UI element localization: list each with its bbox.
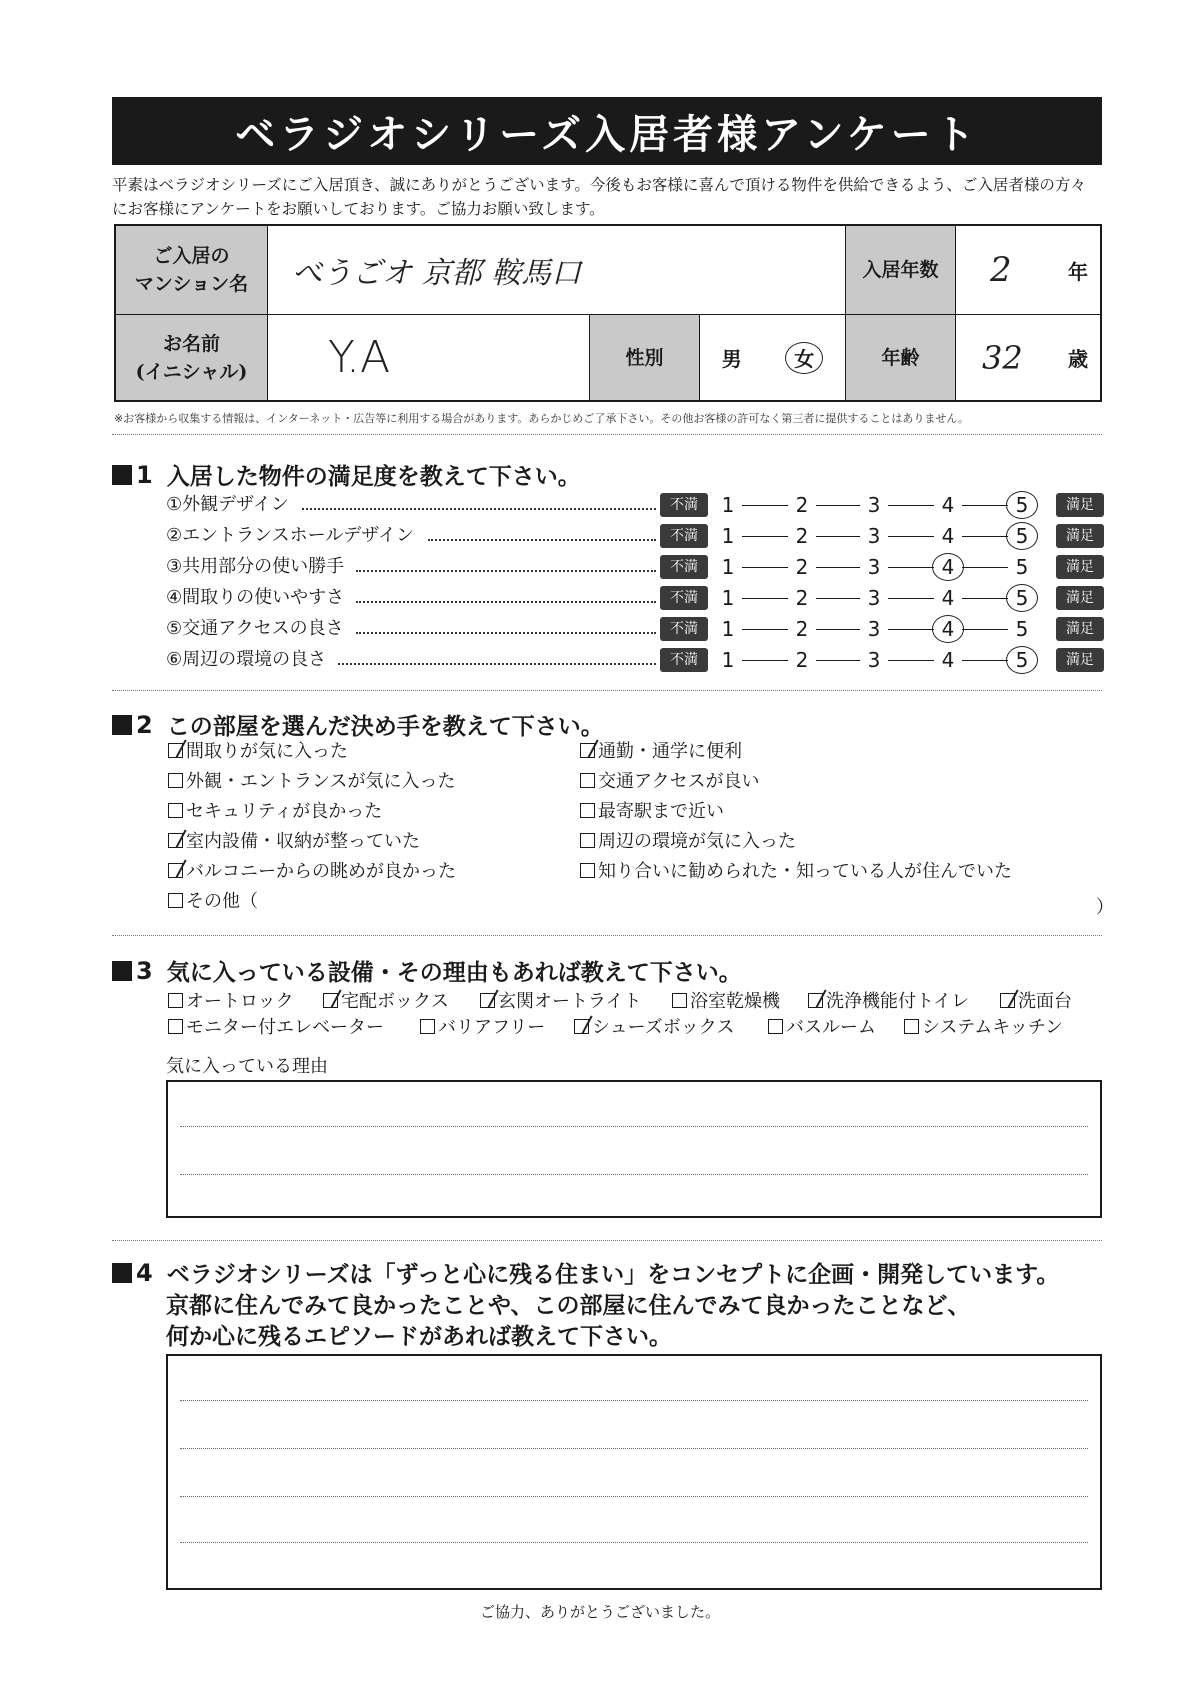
scale-option[interactable]: 1 (721, 586, 735, 610)
checkbox-icon[interactable] (323, 993, 338, 1008)
checkbox-item[interactable] (168, 858, 456, 886)
checkbox-icon[interactable] (168, 773, 183, 788)
scale-option[interactable]: 4 (941, 586, 955, 610)
checkbox-icon[interactable] (574, 1019, 589, 1034)
scale-option[interactable]: 4 (941, 524, 955, 548)
checkbox-label: 通勤・通学に便利 (598, 741, 742, 762)
scale-option[interactable]: 1 (721, 617, 735, 641)
checkbox-icon[interactable] (168, 893, 183, 908)
other-close-paren: ） (1096, 897, 1114, 918)
checkbox-icon[interactable] (672, 993, 687, 1008)
scale-option[interactable]: 2 (795, 586, 809, 610)
square-bullet-icon (112, 1263, 132, 1283)
scale-connector (962, 629, 1008, 630)
years-field[interactable] (956, 226, 1102, 315)
leader-dots (338, 663, 656, 665)
checkbox-icon[interactable] (480, 993, 495, 1008)
name-label: お名前 (イニシャル) (116, 315, 268, 400)
gender-field[interactable] (700, 315, 846, 400)
checkbox-item[interactable] (168, 888, 258, 916)
checkbox-item[interactable] (168, 828, 420, 856)
checkbox-item[interactable] (580, 738, 742, 766)
scale-option[interactable]: 2 (795, 648, 809, 672)
checkbox-icon[interactable] (808, 993, 823, 1008)
scale-option[interactable]: 5 (1015, 617, 1029, 641)
section-2-heading: 2 この部屋を選んだ決め手を教えて下さい。 (112, 708, 604, 741)
scale-option[interactable]: 4 (941, 617, 955, 641)
divider (112, 935, 1102, 936)
rating-label: ④間取りの使いやすさ (166, 587, 345, 608)
rating-label: ③共用部分の使い勝手 (166, 556, 345, 577)
answer-line (180, 1542, 1088, 1543)
episode-answer-box[interactable] (166, 1354, 1102, 1590)
checkbox-label: バスルーム (786, 1017, 876, 1038)
checkbox-item[interactable] (808, 988, 969, 1016)
checkbox-label: バリアフリー (438, 1017, 546, 1038)
checkbox-icon[interactable] (168, 1019, 183, 1034)
selected-circle-icon (1006, 646, 1038, 674)
section-4-line-3: 何か心に残るエピソードがあれば教えて下さい。 (166, 1323, 672, 1350)
scale-option[interactable]: 5 (1015, 648, 1029, 672)
gender-option-female[interactable]: 女 (785, 342, 823, 374)
checkbox-label: 浴室乾燥機 (690, 991, 780, 1012)
age-unit: 歳 (1068, 347, 1088, 371)
answer-line (180, 1126, 1088, 1127)
satisfied-tag: 満足 (1056, 555, 1104, 579)
scale-option[interactable]: 4 (941, 555, 955, 579)
checkbox-icon[interactable] (580, 863, 595, 878)
scale-connector (816, 629, 860, 630)
checkbox-item[interactable] (168, 768, 455, 796)
checkbox-icon[interactable] (580, 833, 595, 848)
privacy-notice: ※お客様から収集する情報は、インターネット・広告等に利用する場合があります。あらかじめご了承下さい。その他お客様の許可なく第三者に提供することはありません。 (114, 412, 970, 425)
checkbox-label: セキュリティが良かった (186, 801, 383, 822)
rating-row (166, 552, 1106, 582)
checkbox-icon[interactable] (1000, 993, 1015, 1008)
satisfied-tag: 満足 (1056, 617, 1104, 641)
checkbox-item[interactable] (480, 988, 641, 1016)
answer-line (180, 1400, 1088, 1401)
checkbox-label: 間取りが気に入った (186, 741, 348, 762)
selected-circle-icon (1006, 491, 1038, 519)
rating-row (166, 490, 1106, 520)
scale-option[interactable]: 2 (795, 493, 809, 517)
checkbox-label: 周辺の環境が気に入った (598, 831, 796, 852)
checkbox-item[interactable] (168, 1014, 384, 1042)
gender-label: 性別 (590, 315, 700, 400)
square-bullet-icon (112, 465, 132, 485)
checkbox-label: オートロック (186, 991, 294, 1012)
checkbox-label: モニター付エレベーター (186, 1017, 384, 1038)
scale-option[interactable]: 2 (795, 555, 809, 579)
checkbox-item[interactable] (168, 738, 348, 766)
checkbox-icon[interactable] (768, 1019, 783, 1034)
answer-line (180, 1448, 1088, 1449)
section-1-heading: 1 入居した物件の満足度を教えて下さい。 (112, 458, 581, 491)
scale-option[interactable]: 1 (721, 648, 735, 672)
divider (112, 1240, 1102, 1241)
satisfied-tag: 満足 (1056, 586, 1104, 610)
dissatisfied-tag: 不満 (660, 555, 708, 579)
leader-dots (302, 508, 656, 510)
rating-label: ②エントランスホールデザイン (166, 525, 414, 546)
checkbox-item[interactable] (168, 798, 382, 826)
scale-connector (888, 505, 934, 506)
scale-connector (816, 598, 860, 599)
scale-connector (742, 598, 788, 599)
satisfied-tag: 満足 (1056, 493, 1104, 517)
scale-option[interactable]: 5 (1015, 555, 1029, 579)
scale-option[interactable]: 3 (867, 493, 881, 517)
leader-dots (356, 632, 656, 634)
checkbox-item[interactable] (580, 798, 724, 826)
checkbox-label: 交通アクセスが良い (598, 771, 760, 792)
checkbox-label: シューズボックス (592, 1017, 735, 1038)
square-bullet-icon (112, 961, 132, 981)
checkbox-item[interactable] (168, 988, 294, 1016)
scale-connector (888, 660, 934, 661)
rating-label: ①外観デザイン (166, 494, 289, 515)
scale-option[interactable]: 1 (721, 493, 735, 517)
satisfied-tag: 満足 (1056, 524, 1104, 548)
scale-connector (888, 567, 934, 568)
dissatisfied-tag: 不満 (660, 493, 708, 517)
checkbox-icon[interactable] (904, 1019, 919, 1034)
selected-circle-icon (932, 553, 964, 581)
scale-option[interactable]: 3 (867, 648, 881, 672)
scale-option[interactable]: 5 (1015, 493, 1029, 517)
leader-dots (356, 570, 656, 572)
mansion-name-field[interactable]: べうごオ 京都 鞍馬口 (268, 226, 846, 315)
age-value: 32 (982, 338, 1023, 377)
checkbox-item[interactable] (580, 858, 1012, 886)
scale-option[interactable]: 2 (795, 617, 809, 641)
checkbox-label: バルコニーからの眺めが良かった (186, 861, 456, 882)
checkbox-icon[interactable] (420, 1019, 435, 1034)
years-value: 2 (990, 250, 1012, 290)
checkbox-item[interactable] (1000, 988, 1072, 1016)
scale-option[interactable]: 5 (1015, 586, 1029, 610)
checkbox-label: 洗面台 (1018, 991, 1072, 1012)
checkbox-item[interactable] (420, 1014, 545, 1042)
checkbox-item[interactable] (672, 988, 780, 1016)
checkbox-icon[interactable] (580, 773, 595, 788)
scale-option[interactable]: 1 (721, 524, 735, 548)
scale-connector (962, 536, 1008, 537)
scale-option[interactable]: 3 (867, 524, 881, 548)
scale-connector (816, 505, 860, 506)
checkbox-item[interactable] (323, 988, 449, 1016)
scale-connector (742, 505, 788, 506)
scale-connector (888, 536, 934, 537)
page-title: ベラジオシリーズ入居者様アンケート (112, 97, 1102, 165)
dissatisfied-tag: 不満 (660, 586, 708, 610)
scale-connector (816, 660, 860, 661)
scale-option[interactable]: 3 (867, 617, 881, 641)
checkbox-icon[interactable] (168, 993, 183, 1008)
selected-circle-icon (1006, 522, 1038, 550)
checkbox-label: 洗浄機能付トイレ (826, 991, 970, 1012)
scale-option[interactable]: 2 (795, 524, 809, 548)
scale-connector (962, 505, 1008, 506)
checkbox-label: 最寄駅まで近い (598, 801, 724, 822)
checkbox-label: その他（ (186, 891, 258, 912)
divider (112, 690, 1102, 691)
rating-row (166, 645, 1106, 675)
rating-label: ⑤交通アクセスの良さ (166, 618, 344, 639)
checkbox-item[interactable] (580, 828, 796, 856)
selected-circle-icon (932, 615, 964, 643)
satisfied-tag: 満足 (1056, 648, 1104, 672)
checkbox-icon[interactable] (168, 863, 183, 878)
scale-option[interactable]: 4 (941, 493, 955, 517)
checkbox-label: 室内設備・収納が整っていた (186, 831, 420, 852)
scale-connector (962, 567, 1008, 568)
answer-line (180, 1496, 1088, 1497)
rating-row (166, 521, 1106, 551)
answer-line (180, 1174, 1088, 1175)
leader-dots (356, 601, 656, 603)
scale-connector (742, 660, 788, 661)
checkbox-item[interactable] (580, 768, 759, 796)
checkbox-icon[interactable] (168, 833, 183, 848)
checkbox-icon[interactable] (580, 743, 595, 758)
dissatisfied-tag: 不満 (660, 617, 708, 641)
scale-connector (816, 536, 860, 537)
dissatisfied-tag: 不満 (660, 648, 708, 672)
square-bullet-icon (112, 715, 132, 735)
reason-label: 気に入っている理由 (166, 1056, 328, 1077)
thank-you-footer: ご協力、ありがとうございました。 (479, 1603, 720, 1621)
scale-connector (816, 567, 860, 568)
age-field[interactable] (956, 315, 1102, 400)
checkbox-icon[interactable] (168, 743, 183, 758)
checkbox-item[interactable] (904, 1014, 1063, 1042)
checkbox-label: 知り合いに勧められた・知っている人が住んでいた (598, 861, 1012, 882)
section-4-heading: 4 ベラジオシリーズは「ずっと心に残る住まい」をコンセプトに企画・開発しています。 (112, 1256, 1059, 1289)
checkbox-icon[interactable] (168, 803, 183, 818)
section-4-line-2: 京都に住んでみて良かったことや、この部屋に住んでみて良かったことなど、 (166, 1292, 971, 1319)
scale-option[interactable]: 3 (867, 586, 881, 610)
scale-option[interactable]: 4 (941, 648, 955, 672)
divider (112, 434, 1102, 435)
age-label: 年齢 (846, 315, 956, 400)
scale-connector (888, 629, 934, 630)
years-unit: 年 (1068, 259, 1088, 284)
rating-row (166, 614, 1106, 644)
rating-label: ⑥周辺の環境の良さ (166, 649, 327, 670)
scale-connector (962, 660, 1008, 661)
scale-connector (742, 536, 788, 537)
leader-dots (428, 539, 656, 541)
checkbox-label: システムキッチン (922, 1017, 1063, 1038)
intro-line-2: にお客様にアンケートをお願いしております。ご協力お願い致します。 (112, 200, 605, 218)
section-3-heading: 3 気に入っている設備・その理由もあれば教えて下さい。 (112, 954, 742, 987)
scale-option[interactable]: 5 (1015, 524, 1029, 548)
checkbox-label: 宅配ボックス (341, 991, 449, 1012)
name-initial-field[interactable]: Y.A (268, 315, 590, 400)
scale-connector (742, 629, 788, 630)
resident-info-table (114, 224, 1102, 402)
scale-connector (962, 598, 1008, 599)
mansion-label: ご入居の マンション名 (116, 226, 268, 315)
dissatisfied-tag: 不満 (660, 524, 708, 548)
intro-line-1: 平素はベラジオシリーズにご入居頂き、誠にありがとうございます。今後もお客様に喜んで頂ける物件を供給できるよう、ご入居者様の方々 (112, 176, 1086, 194)
scale-connector (742, 567, 788, 568)
gender-option-male[interactable]: 男 (721, 347, 742, 371)
years-label: 入居年数 (846, 226, 956, 315)
reason-answer-box[interactable] (166, 1080, 1102, 1218)
checkbox-icon[interactable] (580, 803, 595, 818)
rating-row (166, 583, 1106, 613)
selected-circle-icon (1006, 584, 1038, 612)
checkbox-item[interactable] (768, 1014, 876, 1042)
checkbox-label: 玄関オートライト (498, 991, 642, 1012)
scale-connector (888, 598, 934, 599)
checkbox-item[interactable] (574, 1014, 735, 1042)
scale-option[interactable]: 1 (721, 555, 735, 579)
scale-option[interactable]: 3 (867, 555, 881, 579)
checkbox-label: 外観・エントランスが気に入った (186, 771, 456, 792)
